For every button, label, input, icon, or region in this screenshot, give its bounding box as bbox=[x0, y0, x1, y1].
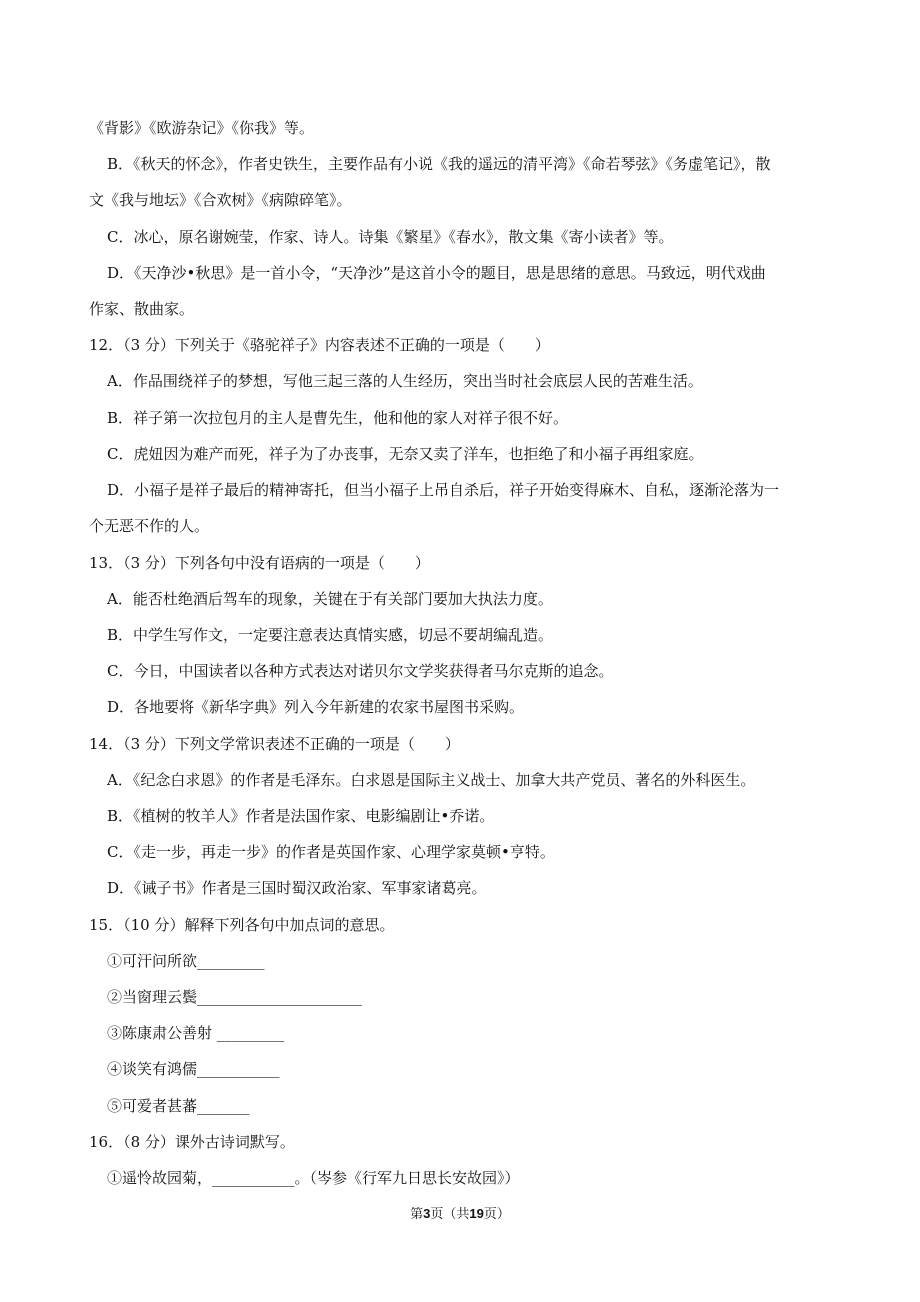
blank-item: ③陈康肃公善射 _________ bbox=[107, 1024, 285, 1042]
footer-middle: 页（共 bbox=[430, 1207, 470, 1222]
question-12: 12．（3 分）下列关于《骆驼祥子》内容表述不正确的一项是（ ） bbox=[89, 336, 550, 354]
option-d-text: D．《天净沙•秋思》是一首小令，“天净沙”是这首小令的题目，思是思绪的意思。马致远，明代戏曲 bbox=[107, 264, 766, 282]
option-b-text: B．中学生写作文，一定要注意表达真情实感，切忌不要胡编乱造。 bbox=[107, 626, 554, 644]
blank-item: ①可汗问所欲_________ bbox=[107, 952, 265, 970]
blank-item: ①遥怜故园菊，___________。（岑参《行军九日思长安故园》） bbox=[107, 1169, 520, 1187]
blank-item: ⑤可爱者甚蕃_______ bbox=[107, 1097, 250, 1115]
option-c-text: C．今日，中国读者以各种方式表达对诺贝尔文学奖获得者马尔克斯的追念。 bbox=[107, 662, 614, 680]
option-d-text: D．《诫子书》作者是三国时蜀汉政治家、军事家诸葛亮。 bbox=[107, 879, 487, 897]
blank-item: ④谈笑有鸿儒___________ bbox=[107, 1060, 280, 1078]
option-d-text: D．各地要将《新华字典》列入今年新建的农家书屋图书采购。 bbox=[107, 698, 525, 716]
text-line: 文《我与地坛》《合欢树》《病隙碎笔》。 bbox=[89, 191, 352, 209]
option-d-text: D．小福子是祥子最后的精神寄托，但当小福子上吊自杀后，祥子开始变得麻木、自私，逐渐沦落为一 bbox=[107, 481, 780, 499]
page-number: 3 bbox=[423, 1206, 431, 1221]
option-b-text: B．《植树的牧羊人》作者是法国作家、电影编剧让•乔诺。 bbox=[107, 807, 495, 825]
option-a-text: A．《纪念白求恩》的作者是毛泽东。白求恩是国际主义战士、加拿大共产党员、著名的外科医生。 bbox=[107, 771, 756, 789]
text-line: 《背影》《欧游杂记》《你我》等。 bbox=[89, 119, 315, 137]
question-16: 16．（8 分）课外古诗词默写。 bbox=[89, 1133, 295, 1151]
text-line: 作家、散曲家。 bbox=[89, 300, 195, 318]
total-pages: 19 bbox=[469, 1206, 484, 1221]
footer-prefix: 第 bbox=[410, 1207, 424, 1222]
option-c-text: C．虎妞因为难产而死，祥子为了办丧事，无奈又卖了洋车，也拒绝了和小福子再组家庭。 bbox=[107, 445, 704, 463]
footer-suffix: 页） bbox=[483, 1207, 510, 1222]
page-footer bbox=[0, 1204, 920, 1225]
option-a-text: A．能否杜绝酒后驾车的现象，关键在于有关部门要加大执法力度。 bbox=[107, 590, 553, 608]
option-c-text: C．《走一步，再走一步》的作者是英国作家、心理学家莫顿•亨特。 bbox=[107, 843, 555, 861]
text-line: 个无恶不作的人。 bbox=[89, 517, 210, 535]
option-b-text: B．《秋天的怀念》，作者史铁生，主要作品有小说《我的遥远的清平湾》《命若琴弦》《务虚笔记》，散 bbox=[107, 155, 771, 173]
blank-item: ②当窗理云鬓______________________ bbox=[107, 988, 363, 1006]
option-a-text: A．作品围绕祥子的梦想，写他三起三落的人生经历，突出当时社会底层人民的苦难生活。 bbox=[107, 372, 703, 390]
option-b-text: B．祥子第一次拉包月的主人是曹先生，他和他的家人对祥子很不好。 bbox=[107, 409, 569, 427]
option-c-text: C．冰心，原名谢婉莹，作家、诗人。诗集《繁星》《春水》，散文集《寄小读者》等。 bbox=[107, 228, 674, 246]
question-14: 14．（3 分）下列文学常识表述不正确的一项是（ ） bbox=[89, 735, 460, 753]
question-13: 13．（3 分）下列各句中没有语病的一项是（ ） bbox=[89, 554, 430, 572]
question-15: 15．（10 分）解释下列各句中加点词的意思。 bbox=[89, 916, 395, 934]
